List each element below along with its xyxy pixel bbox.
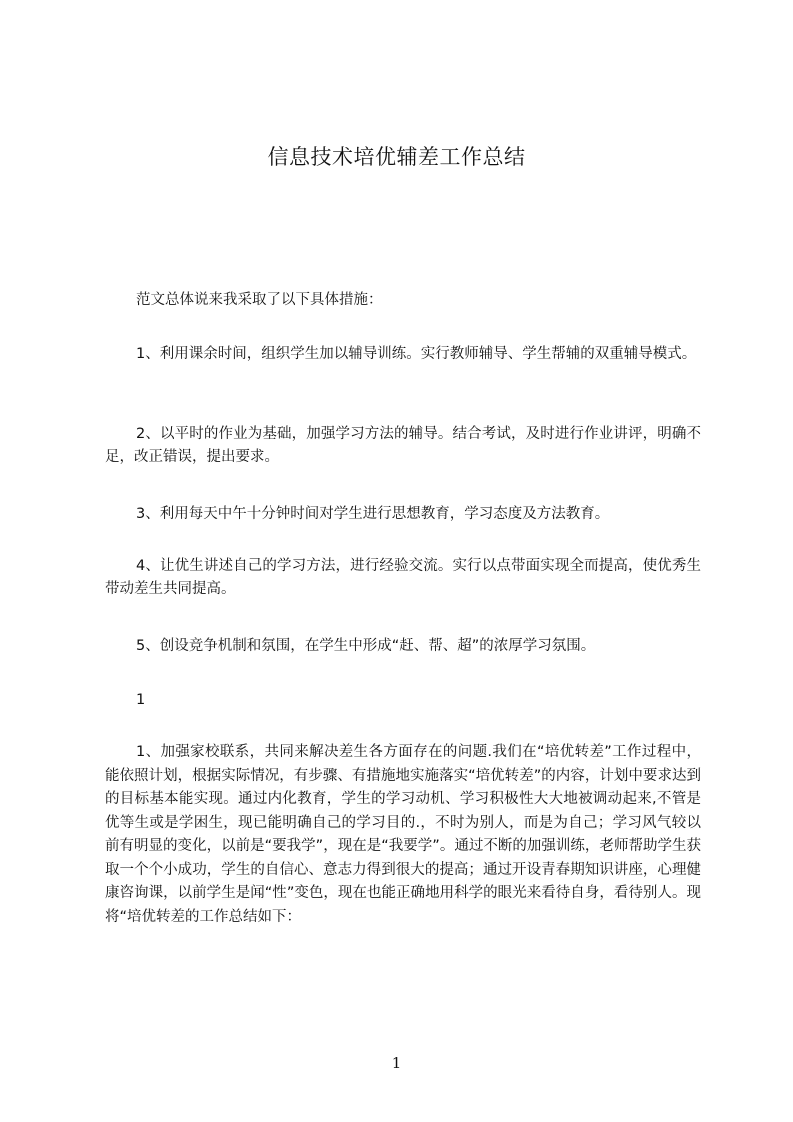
measure-paragraph-2: 2、以平时的作业为基础，加强学习方法的辅导。结合考试，及时进行作业讲评，明确不足，改正错误，提出要求。 [105, 426, 701, 465]
intro-paragraph: 范文总体说来我采取了以下具体措施： [136, 292, 383, 308]
measure-paragraph-4: 4、让优生讲述自己的学习方法，进行经验交流。实行以点带面实现全而提高，使优秀生带动差生共同提高。 [105, 558, 701, 597]
measure-paragraph-1: 1、利用课余时间，组织学生加以辅导训练。实行教师辅导、学生帮辅的双重辅导模式。 [136, 346, 697, 362]
measure-paragraph-5: 5、创设竞争机制和氛围，在学生中形成“赶、帮、超”的浓厚学习氛围。 [136, 638, 596, 654]
document-title: 信息技术培优辅差工作总结 [267, 145, 526, 169]
summary-paragraph: 1、加强家校联系，共同来解决差生各方面存在的问题.我们在“培优转差”工作过程中，能依照计划，根据实际情况，有步骤、有措施地实施落实“培优转差”的内容，计划中要求达到的目标基本能实现。通过内化教育，学生的学习动机、学习积极性大大地被调动起来,不管是优等生或是学困生，现已能明确自己的学习目的.，不时为别人，而是为自己；学习风气较以前有明显的变化，以前是“要我学”，现在是“我要学”。通过不断的加强训练，老师帮助学生获取一个个小成功，学生的自信心、意志力得到很大的提高；通过开设青春期知识讲座，心理健康咨询课，以前学生是闻“性”变色，现在也能正确地用科学的眼光来看待自身，看待别人。现将“培优转差的工作总结如下： [105, 744, 701, 925]
measure-paragraph-3: 3、利用每天中午十分钟时间对学生进行思想教育，学习态度及方法教育。 [136, 506, 610, 522]
section-marker: 1 [136, 692, 146, 708]
page-number: 1 [391, 1054, 402, 1072]
